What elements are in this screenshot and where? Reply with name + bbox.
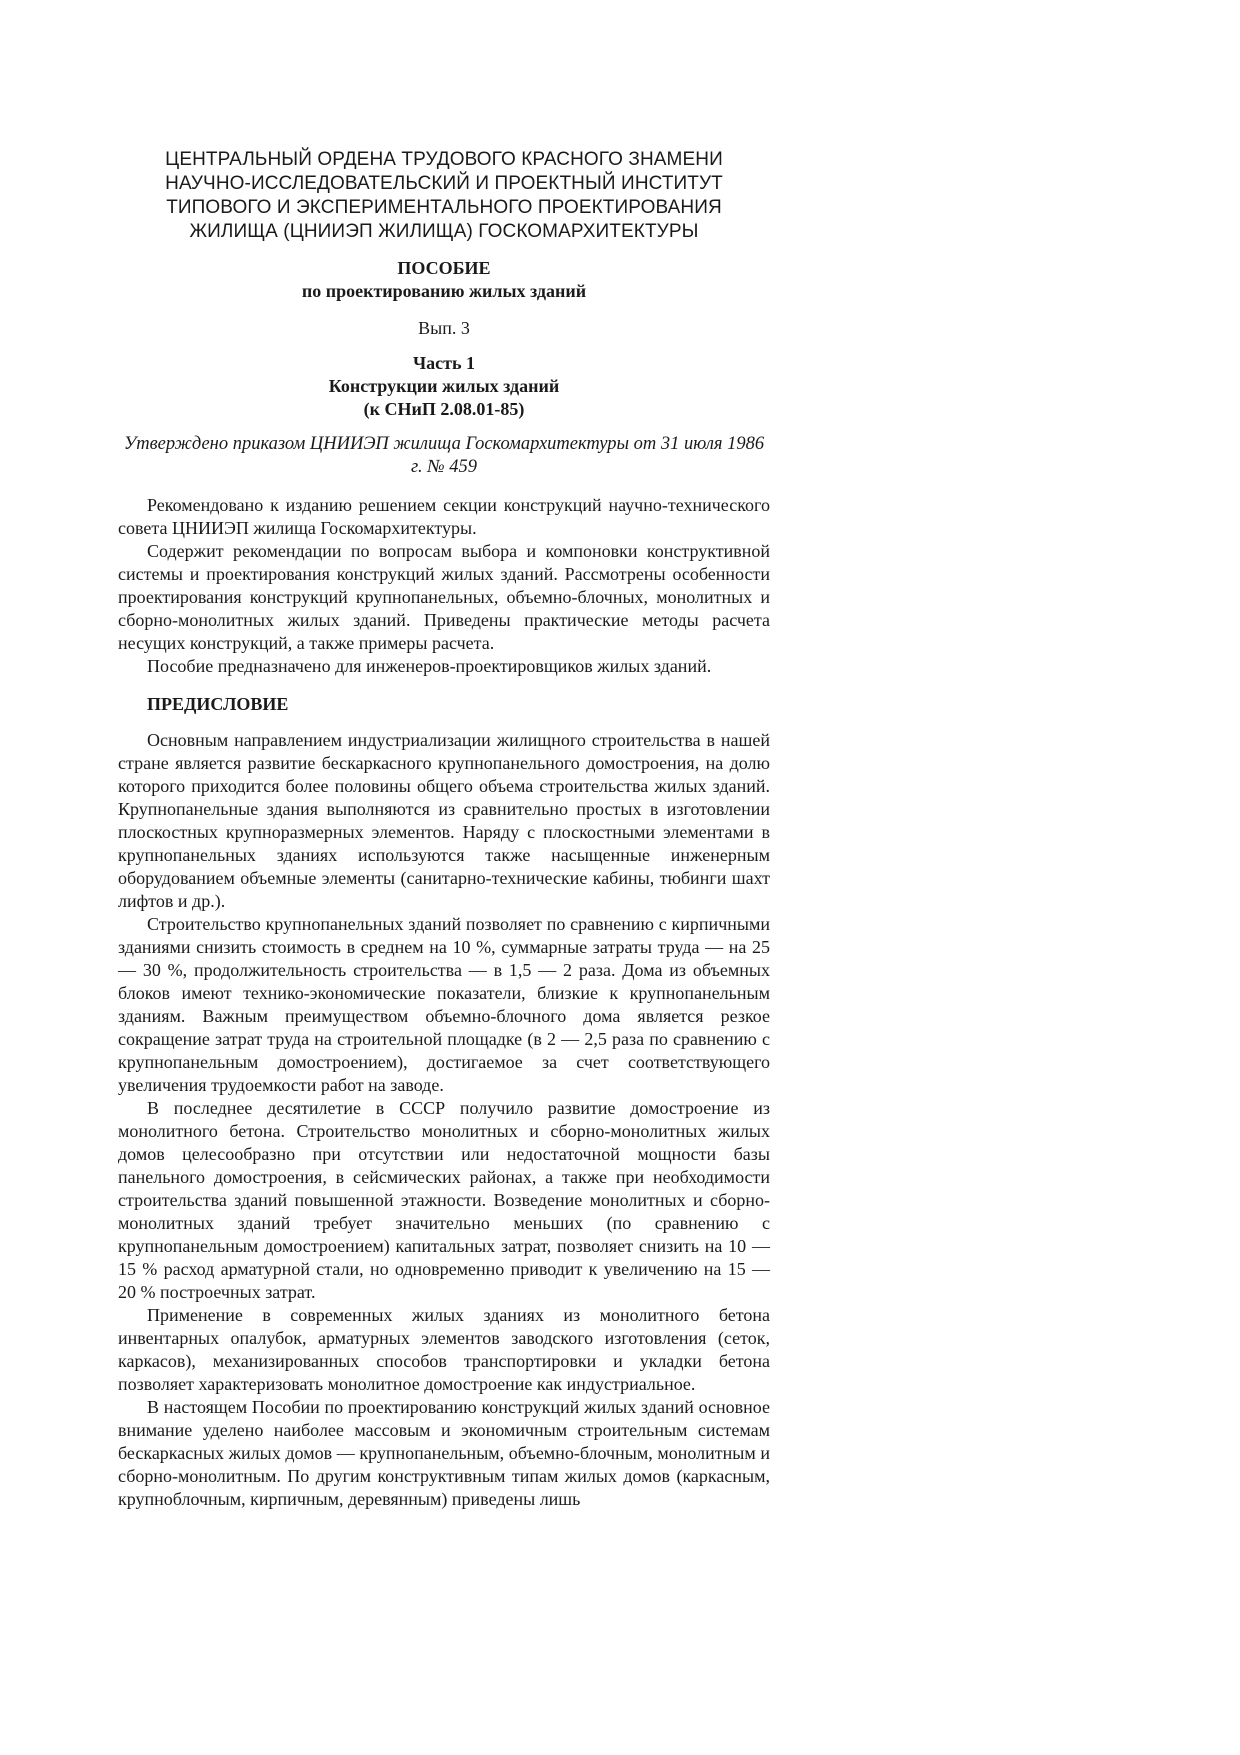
document-title: ПОСОБИЕ — [397, 258, 491, 278]
part-title: Конструкции жилых зданий — [328, 376, 560, 396]
preface-paragraph: Применение в современных жилых зданиях из монолитного бетона инвентарных опалубок, арматурных элементов заводского изготовления (сеток, каркасов), механизированных способов транспортировки и укладки бетона позволяет характеризовать монолитное домостроение как индустриальное. — [118, 1305, 770, 1394]
document-title-block — [118, 257, 770, 303]
institute-name — [118, 148, 770, 244]
document-page — [118, 148, 770, 1511]
intro-section — [118, 494, 770, 678]
approval-note: Утверждено приказом ЦНИИЭП жилища Госкомархитектуры от 31 июля 1986 г. № 459 — [123, 434, 765, 477]
preface-paragraph: Строительство крупнопанельных зданий позволяет по сравнению с кирпичными зданиями снизить стоимость в среднем на 10 %, суммарные затраты труда — на 25 — 30 %, продолжительность строительства — в 1,5 — 2 раза. Дома из объемных блоков имеют технико-экономические показатели, близкие к крупнопанельным зданиям. Важным преимуществом объемно-блочного дома является резкое сокращение затрат труда на строительной площадке (в 2 — 2,5 раза по сравнению с крупнопанельным домостроением), достигаемое за счет соответствующего увеличения трудоемкости работ на заводе. — [118, 914, 770, 1095]
part-title-block — [118, 352, 770, 421]
document-subtitle: по проектированию жилых зданий — [301, 281, 587, 301]
intro-paragraph: Пособие предназначено для инженеров-проектировщиков жилых зданий. — [147, 656, 712, 676]
standard-reference: (к СНиП 2.08.01-85) — [363, 399, 525, 419]
institute-line: ЦЕНТРАЛЬНЫЙ ОРДЕНА ТРУДОВОГО КРАСНОГО ЗНАМЕНИ — [165, 149, 723, 170]
part-number: Часть 1 — [412, 353, 476, 373]
intro-paragraph: Содержит рекомендации по вопросам выбора и компоновки конструктивной системы и проектирования конструкций жилых зданий. Рассмотрены особенности проектирования конструкций крупнопанельных, объемно-блочных, монолитных и сборно-монолитных жилых зданий. Приведены практические методы расчета несущих конструкций, а также примеры расчета. — [118, 541, 770, 653]
preface-heading: ПРЕДИСЛОВИЕ — [147, 694, 289, 714]
preface-paragraph: В настоящем Пособии по проектированию конструкций жилых зданий основное внимание уделено наиболее массовым и экономичным строительным системам бескаркасных жилых домов — крупнопанельным, объемно-блочным, монолитным и сборно-монолитным. По другим конструктивным типам жилых домов (каркасным, крупноблочным, кирпичным, деревянным) приведены лишь — [118, 1397, 770, 1509]
preface-paragraph: Основным направлением индустриализации жилищного строительства в нашей стране является развитие бескаркасного крупнопанельного домостроения, на долю которого приходится более половины общего объема строительства жилых зданий. Крупнопанельные здания выполняются из сравнительно простых в изготовлении плоскостных крупноразмерных элементов. Наряду с плоскостными элементами в крупнопанельных зданиях используются также насыщенные инженерным оборудованием объемные элементы (санитарно-технические кабины, тюбинги шахт лифтов и др.). — [118, 730, 770, 911]
preface-paragraph: В последнее десятилетие в СССР получило развитие домостроение из монолитного бетона. Строительство монолитных и сборно-монолитных жилых домов целесообразно при отсутствии или недостаточной мощности базы панельного домостроения, в сейсмических районах, а также при необходимости строительства зданий повышенной этажности. Возведение монолитных и сборно-монолитных зданий требует значительно меньших (по сравнению с крупнопанельным домостроением) капитальных затрат, позволяет снизить на 10 — 15 % расход арматурной стали, но одновременно приводит к увеличению на 15 — 20 % построечных затрат. — [118, 1098, 770, 1302]
institute-line: ТИПОВОГО И ЭКСПЕРИМЕНТАЛЬНОГО ПРОЕКТИРОВАНИЯ — [166, 197, 722, 218]
institute-line: НАУЧНО-ИССЛЕДОВАТЕЛЬСКИЙ И ПРОЕКТНЫЙ ИНСТИТУТ — [165, 173, 723, 194]
preface-section — [118, 729, 770, 1511]
institute-line: ЖИЛИЩА (ЦНИИЭП ЖИЛИЩА) ГОСКОМАРХИТЕКТУРЫ — [189, 221, 699, 242]
issue-number: Вып. 3 — [418, 318, 470, 338]
intro-paragraph: Рекомендовано к изданию решением секции конструкций научно-технического совета ЦНИИЭП жилища Госкомархитектуры. — [118, 495, 770, 538]
